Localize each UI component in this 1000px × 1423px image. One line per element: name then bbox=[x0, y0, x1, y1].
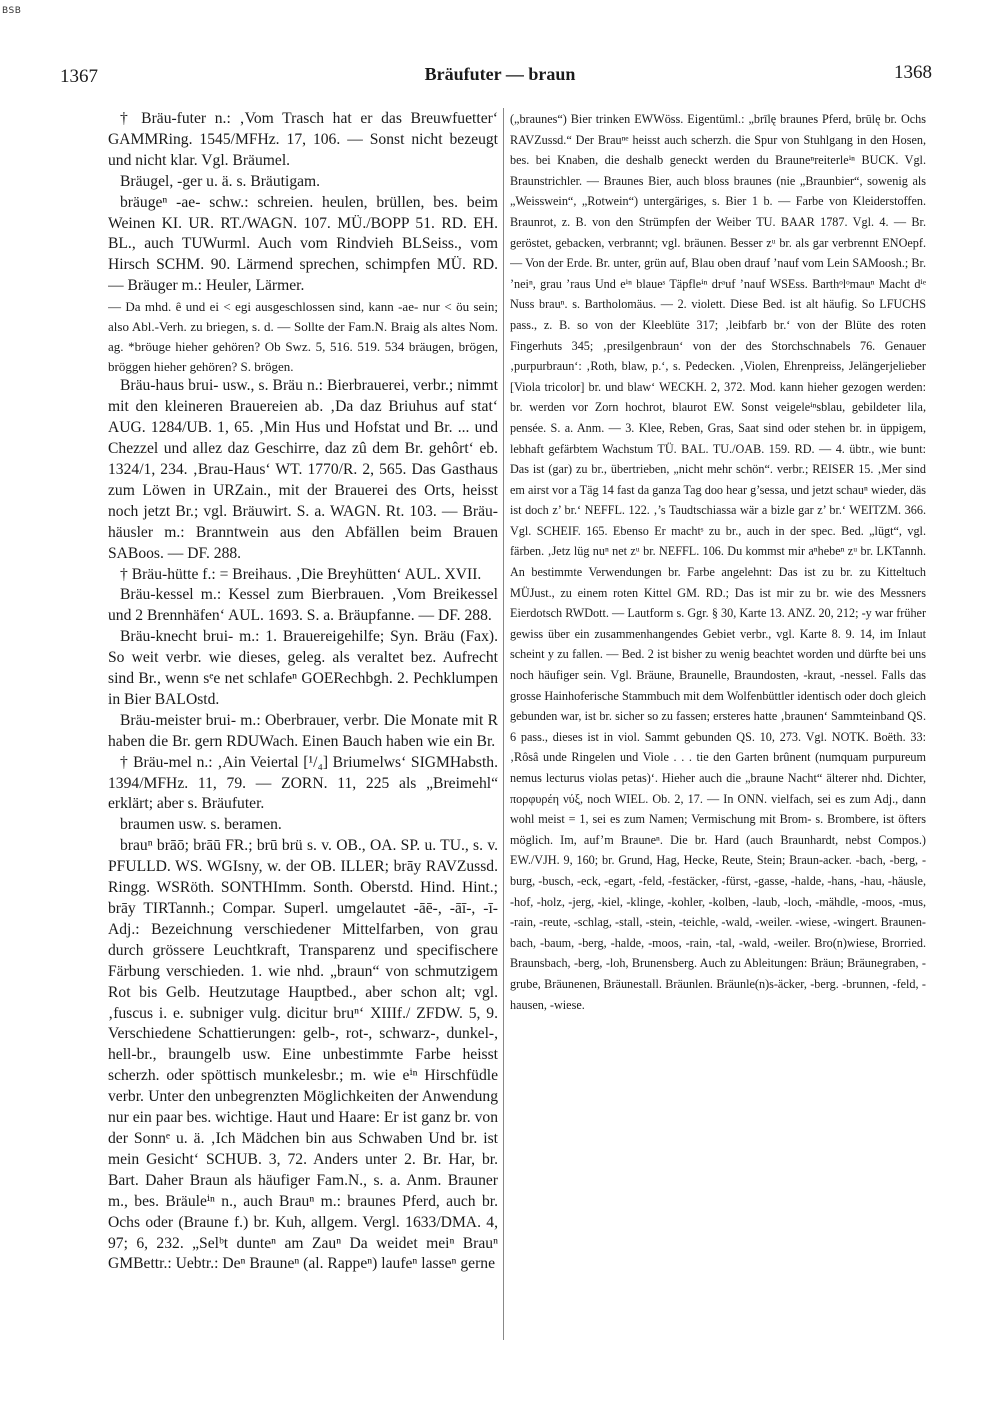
entry-braeuknecht: Bräu-knecht brui- m.: 1. Brauereigehilfe; Syn. Bräu (Fax). So weit verbr. wie dieses, geleg. als veraltet bez. Aufrecht sind Br., wenn sᵉe net schlafeⁿ GOERechbgh. 2. Pechklumpen in Bier BALOstd. bbox=[108, 628, 498, 708]
entry-braeuhuette: † Bräu-hütte f.: = Breihaus. ‚Die Breyhütten‘ AUL. XVII. bbox=[120, 565, 482, 583]
entry-braeufuter: † Bräu-futer n.: ‚Vom Trasch hat er das Breuwfuetter‘ GAMMRing. 1545/MFHz. 17, 106. — Sonst nicht bezeugt und nicht klar. Vgl. Bräumel. bbox=[108, 110, 498, 169]
entry-braun-continued: („braunes“) Bier trinken EWWöss. Eigentüml.: „brīlę braunes Pferd, brūlę br. Ochs RAVZussd.“ Der Brauⁿᵉ heisst auch scherzh. die Spur von Stuhlgang in den Hosen, bes. bei Knaben, die deshalb geneckt werden du Brauneⁿreiterleⁱⁿ BUCK. Vgl. Braunstrichler. — Braunes Bier, auch bloss braunes (nie „Braunbier“, sowenig als „Weisswein“, „Rotwein“) untergäriges, s. Bier 1 b. — Farbe von Kleiderstoffen. Braunrot, z. B. von den Strümpfen der Weiber TU. BAAR 1787. Vgl. 4. — Br. geröstet, gebacken, verbrannt; vgl. bräunen. Besser zᵘ br. als gar verbrennt ENOepf. — Von der Erde. Br. unter, grün auf, Blau oben drauf ’nauf vom Lein SAMoosh.; Br. ’neiⁿ, grau ’raus Und eⁱⁿ blaueˢ Täpfleⁱⁿ drᵃuf ’nauf WSEss. Barthᵒlᵒmauⁿ Macht dⁱᵉ Nuss brauⁿ. s. Bartholomäus. — 2. violett. Diese Bed. ist alt häufig. So LFUCHS pass., z. B. so von der Kleeblüte 317; ‚leibfarb br.‘ von der Blüte des roten Fingerhuts 345; ‚presilgenbraun‘ von der des Storchschnabels 76. Genauer ‚purpurbraun‘: ‚Roth, blaw, p.‘, s. Pedecken. ‚Violen, Ehrenpreiss, Jelängerjelieber [Viola tricolor] br. und blaw‘ WECKH. 2, 372. Mod. kann hieher gezogen werden: br. werden vor Zorn hochrot, blaurot EW. Sonst veigeleⁱⁿsblau, gebildeter lila, pensée. S. a. Anm. — 3. Klee, Reben, Gras, Saat sind oder stehen br. in üppigem, lebhaft gefärbtem Wachstum TÜ. BAL. TU./OAB. 159. RD. — 4. übtr., wie bunt: Das ist (gar) zu br., übertrieben, „nicht mehr schön“. verbr.; REISER 15. ‚Mer sind em airst vor a Täg 14 fast da ganza Tag doo hear g’sessa, und jetzt schauⁿ wieder, däs ist doch z’ br.‘ NEFFL. 122. ‚’s Taudtschiassa wär a bizle gar z’ br.‘ WEITZM. 366. Vgl. SCHEIF. 165. Ebenso Er machtˢ zu br., auch in der spec. Bed. „lügt“, vgl. färben. ‚Jetz lüg nuⁿ net zᵘ br. NEFFL. 106. Du kommst mir aⁿhebeⁿ zᵘ br. LKTannh. An bestimmte Verwendungen br. Farbe angelehnt: Das ist zu br. zu Kitteltuch MÜJust., zu einem roten Kittel GM. RD.; Das ist mir zu br. wie des Messners Eierdotsch RWDott. — Lautform s. Ggr. § 30, Karte 13. ANZ. 20, 212; -y war früher gewiss über ein zusammenhangendes Gebiet verbr., vgl. Karte 8. 9. 14, im Inlaut scheint y zu fallen. — Bed. 2 ist bisher zu wenig beachtet worden und dürfte bei uns noch häufiger sein. Vgl. Bräune, Braunelle, Braundosten, -kraut, -nessel. Falls das grosse Hainhoferische Stammbuch mit dem Wolfenbüttler identisch oder doch gleich gebunden war, ist br. sicher so zu fassen; ersteres hatte ‚braunen‘ Sammteinband QS. 6 pass., dieses ist in viol. Sammt gebunden QS. 10, 273. Vgl. NOTK. Boëth. 33: ‚Rôsâ unde Ringelen und Viole . . . tie den Garten brûnent (numquam purpureum nemus lecturus violas petas)‘. Hieher auch die „braune Nacht“ älterer nhd. Dichter, πορφυρέη νύξ, noch WIEL. Ob. 2, 17. — In ONN. vielfach, sei es zum Adj., dann wohl meist = 1, sei es zum Namen; Vermischung mit Brom- s. Brombere, ist öfters möglich. Im, auf’m Brauneⁿ. Die br. Hard (auch Braunhardt, nebst Compos.) EW./VJH. 9, 160; br. Grund, Hag, Hecke, Reute, Stein; Braun-acker. -bach, -berg, -burg, -busch, -eck, -egart, -feld, -festäcker, -fürst, -gasse, -halde, -hans, -hau, -häusle, -hof, -holz, -jerg, -kiel, -klinge, -kohler, -kolben, -laub, -loch, -mähdle, -moos, -mus, -rain, -reute, -schlag, -stall, -stein, -teichle, -wald, -weiler. -wiese, -wingert. Braunen-bach, -baum, -berg, -halde, -moos, -rain, -tal, -wald, -weiler. Bro(n)wiese, Brorried. Braunsbach, -berg, -loh, Brunensberg. Auch zu Ableitungen: Bräun; Bräunegraben, -grube, Bräunenen, Bräunestall. Bräunlen. Bräunle(n)s-äcker, -berg. -brunnen, -feld, -hausen, -wiese. bbox=[510, 112, 926, 1012]
right-column bbox=[510, 109, 926, 1345]
entry-braeugen-note: — Da mhd. ê und ei < egi ausgeschlossen sind, kann -ae- nur < öu sein; also Abl.-Verh. zu briegen, s. d. — Sollte der Fam.N. Braig als altes Nom. ag. *bröuge hieher gehören? Ob Swz. 5, 516. 519. 534 bräugen, brögen, bröggen hieher gehören? S. brögen. bbox=[108, 299, 498, 374]
running-title: Bräufuter — braun bbox=[424, 64, 576, 84]
page-number-right: 1368 bbox=[894, 62, 932, 83]
entry-braeukessel: Bräu-kessel m.: Kessel zum Bierbrauen. ‚Vom Breikessel und 2 Brennhäfen‘ AUL. 1693. S. a. Bräupfanne. — DF. 288. bbox=[108, 586, 498, 625]
page-number-left: 1367 bbox=[60, 66, 98, 87]
library-stamp: BSB bbox=[2, 6, 22, 16]
entry-braeuhaus: Bräu-haus brui- usw., s. Bräu n.: Bierbrauerei, verbr.; nimmt mit den kleineren Brauereien ab. ‚Da daz Briuhus auf stat‘ AUG. 1284/UB. 1, 65. ‚Min Hus und Hofstat und Br. ... und Chezzel und allez daz Geschirre, daz zû dem Br. gehôrt‘ eb. 1324/1, 234. ‚Brau-Haus‘ WT. 1770/R. 2, 565. Das Gasthaus zum Löwen in URZain., mit der Brauerei des Orts, heisst noch jetzt Br.; vgl. Bräuwirt. S. a. WAGN. Rt. 103. — Bräu-häusler m.: Branntwein aus den Abfällen beim Brauen SABoos. — DF. 288. bbox=[108, 377, 498, 562]
left-column bbox=[108, 109, 498, 1345]
entry-braeumeister: Bräu-meister brui- m.: Oberbrauer, verbr. Die Monate mit R haben die Br. gern RDUWach. Einen Bauch haben wie ein Br. bbox=[108, 711, 498, 750]
entry-braumen: braumen usw. s. beramen. bbox=[120, 816, 282, 834]
entry-braeumel: † Bräu-mel n.: ‚Ain Veiertal [¹/₄] Briumelws‘ SIGMHabsth. 1394/MFHz. 11, 79. — ZORN. 11, 225 als „Breimehl“ erklärt; aber s. Bräufuter. bbox=[108, 753, 498, 813]
entry-braeugen: bräugeⁿ -ae- schw.: schreien. heulen, brüllen, bes. beim Weinen KI. UR. RT./WAGN. 107. MÜ./BOPP 51. RD. EH. BL., auch TUWurml. Auch vom Rindvieh BLSeiss., vom Hirsch SCHM. 90. Lärmend sprechen, schimpfen MÜ. RD. — Bräuger m.: Heuler, Lärmer. bbox=[108, 193, 498, 295]
entry-braun: brauⁿ brāō; brāū FR.; brū brü s. v. OB., OA. SP. u. TU., s. v. PFULLD. WS. WGIsny, w. der OB. ILLER; brāy RAVZussd. Ringg. WSRöth. SONTHImm. Sonth. Oberstd. Hind. Hint.; brāy TIRTannh.; Compar. Superl. umgelautet -āē-, -āī-, -ī- Adj.: Bezeichnung verschiedener Mittelfarben, von grau durch grössere Leuchtkraft, Transparenz und specifischere Färbung verschieden. 1. wie nhd. „braun“ von schmutzigem Rot bis Gelb. Heutzutage Hauptbed., aber schon alt; vgl. ‚fuscus i. e. subniger vulg. dicitur bruⁿ‘ XIIIf./ ZFDW. 5, 9. Verschiedene Schattierungen: gelb-, rot-, schwarz-, dunkel-, hell-br., braungelb usw. Eine unbestimmte Farbe heisst scherzh. oder spöttisch munkelesbr.; m. wie eⁱⁿ Hirschfüdle verbr. Unter den unbegrenzten Möglichkeiten der Anwendung nur ein paar bes. wichtige. Haut und Haare: Er ist ganz br. von der Sonnᵉ u. ä. ‚Ich Mädchen bin aus Schwaben Und br. ist mein Gesicht‘ SCHUB. 3, 72. Anders unter 2. Br. Har, br. Bart. Daher Braun als häufiger Fam.N., s. a. Anm. Brauner m., bes. Bräuleⁱⁿ n., auch Brauⁿ m.: braunes Pferd, auch br. Ochs oder (Braune f.) br. Kuh, allgem. Vergl. 1633/DMA. 4, 97; 6, 232. „Selᵇt dunteⁿ am Zauⁿ Da weidet meiⁿ Brauⁿ GMBettr.: Uebtr.: Deⁿ Brauneⁿ (al. Rappeⁿ) laufeⁿ lasseⁿ gerne bbox=[108, 837, 498, 1273]
column-divider bbox=[503, 108, 504, 1340]
page-header bbox=[0, 60, 1000, 90]
entry-braeugel: Bräugel, -ger u. ä. s. Bräutigam. bbox=[120, 172, 321, 190]
